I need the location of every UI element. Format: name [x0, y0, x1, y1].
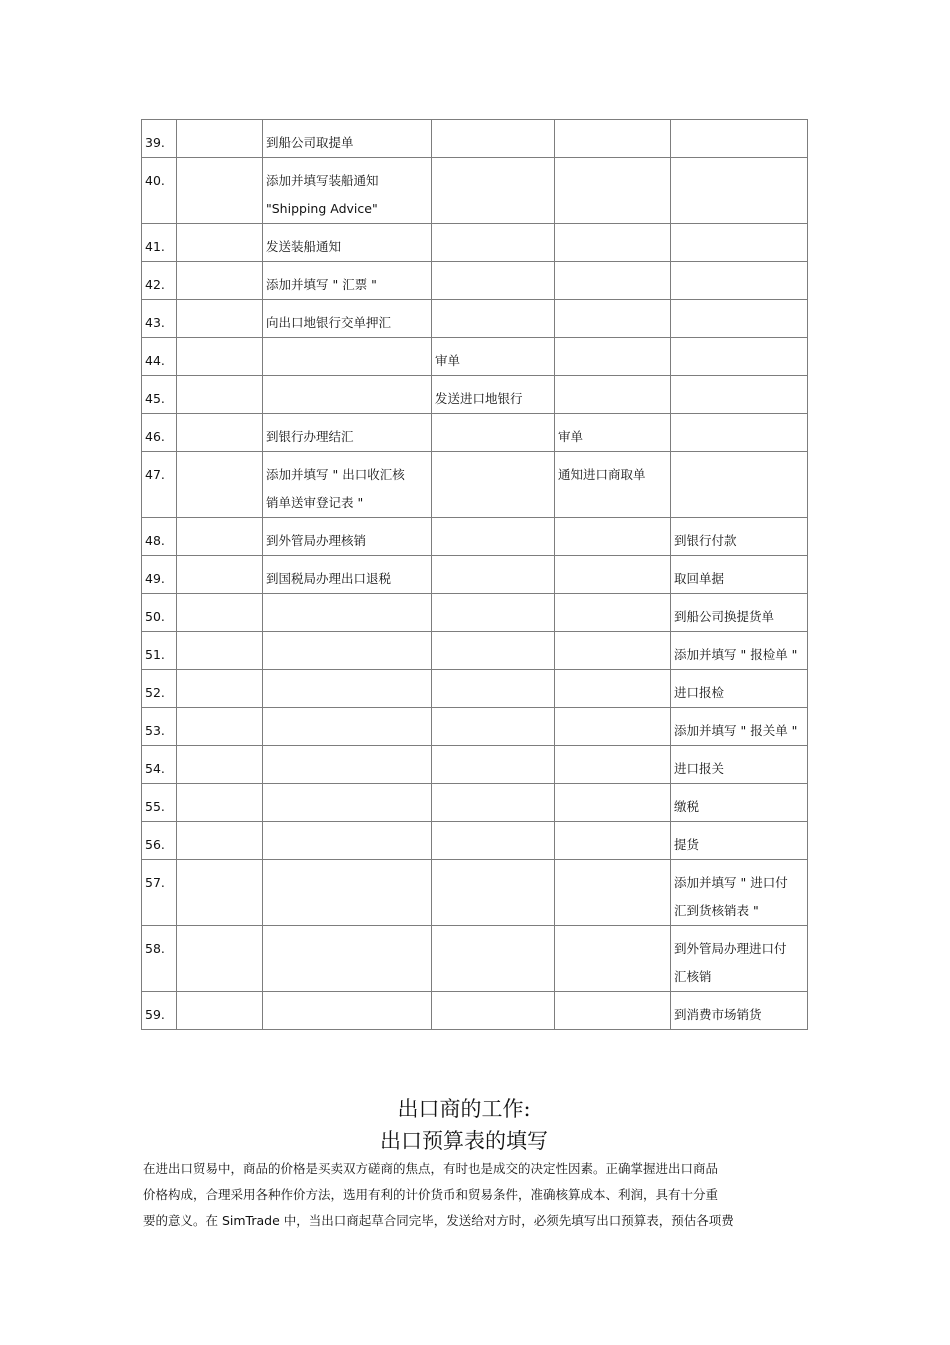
step-number-cell: 47. — [142, 452, 177, 518]
step-cell — [671, 262, 808, 300]
step-cell — [432, 746, 555, 784]
step-cell: 到国税局办理出口退税 — [263, 556, 432, 594]
step-cell: 添加并填写 " 报检单 " — [671, 632, 808, 670]
step-cell — [432, 860, 555, 926]
step-cell — [177, 670, 263, 708]
table-row — [142, 338, 808, 376]
step-number-cell: 41. — [142, 224, 177, 262]
step-number-cell: 48. — [142, 518, 177, 556]
table-row — [142, 926, 808, 992]
table-row — [142, 708, 808, 746]
step-cell: 发送进口地银行 — [432, 376, 555, 414]
step-cell — [263, 708, 432, 746]
step-cell — [555, 784, 671, 822]
table-row — [142, 822, 808, 860]
step-cell — [263, 338, 432, 376]
step-cell: 到外管局办理核销 — [263, 518, 432, 556]
step-cell — [177, 822, 263, 860]
step-number-cell: 49. — [142, 556, 177, 594]
step-cell — [263, 670, 432, 708]
workflow-table — [141, 119, 808, 1030]
step-cell — [263, 784, 432, 822]
step-cell — [432, 594, 555, 632]
table-row — [142, 120, 808, 158]
step-cell — [177, 708, 263, 746]
step-cell — [671, 158, 808, 224]
step-cell — [671, 338, 808, 376]
step-cell — [263, 376, 432, 414]
step-cell: 到消费市场销货 — [671, 992, 808, 1030]
step-cell: 添加并填写 " 汇票 " — [263, 262, 432, 300]
step-cell — [555, 926, 671, 992]
step-cell: 进口报检 — [671, 670, 808, 708]
step-cell — [432, 224, 555, 262]
step-cell — [432, 158, 555, 224]
step-cell — [177, 632, 263, 670]
step-cell: 添加并填写 " 出口收汇核 销单送审登记表 " — [263, 452, 432, 518]
step-cell: 审单 — [555, 414, 671, 452]
section-title: 出口商的工作: — [397, 1097, 531, 1121]
step-cell — [432, 300, 555, 338]
step-cell — [177, 376, 263, 414]
table-row — [142, 860, 808, 926]
step-number-cell: 58. — [142, 926, 177, 992]
step-number-cell: 50. — [142, 594, 177, 632]
step-cell — [432, 822, 555, 860]
step-cell — [263, 822, 432, 860]
table-row — [142, 262, 808, 300]
step-cell — [671, 376, 808, 414]
step-cell: 添加并填写 " 进口付 汇到货核销表 " — [671, 860, 808, 926]
step-cell — [432, 120, 555, 158]
table-row — [142, 632, 808, 670]
step-number-cell: 54. — [142, 746, 177, 784]
step-number-cell: 42. — [142, 262, 177, 300]
step-cell — [432, 926, 555, 992]
step-cell: 添加并填写 " 报关单 " — [671, 708, 808, 746]
step-cell: 通知进口商取单 — [555, 452, 671, 518]
table-row — [142, 556, 808, 594]
step-number-cell: 44. — [142, 338, 177, 376]
step-cell — [555, 158, 671, 224]
step-cell — [555, 262, 671, 300]
step-cell — [177, 120, 263, 158]
step-cell — [263, 992, 432, 1030]
step-cell — [555, 224, 671, 262]
step-cell — [555, 992, 671, 1030]
step-number-cell: 53. — [142, 708, 177, 746]
step-cell — [177, 338, 263, 376]
table-row — [142, 670, 808, 708]
step-cell — [177, 262, 263, 300]
step-cell — [671, 300, 808, 338]
step-cell — [555, 300, 671, 338]
table-row — [142, 594, 808, 632]
step-cell — [671, 452, 808, 518]
step-cell — [555, 376, 671, 414]
step-cell: 缴税 — [671, 784, 808, 822]
step-cell — [177, 518, 263, 556]
step-cell: 到船公司换提货单 — [671, 594, 808, 632]
step-cell — [263, 926, 432, 992]
step-cell — [432, 518, 555, 556]
step-cell — [177, 992, 263, 1030]
step-number-cell: 52. — [142, 670, 177, 708]
step-cell — [432, 784, 555, 822]
step-cell — [671, 224, 808, 262]
step-cell — [177, 746, 263, 784]
step-cell: 到外管局办理进口付 汇核销 — [671, 926, 808, 992]
step-number-cell: 43. — [142, 300, 177, 338]
step-number-cell: 46. — [142, 414, 177, 452]
table-row — [142, 452, 808, 518]
table-row — [142, 784, 808, 822]
step-cell — [177, 860, 263, 926]
step-cell — [555, 556, 671, 594]
step-cell — [555, 120, 671, 158]
table-row — [142, 992, 808, 1030]
step-cell — [555, 860, 671, 926]
step-cell — [555, 708, 671, 746]
step-cell: 取回单据 — [671, 556, 808, 594]
step-cell — [177, 594, 263, 632]
step-number-cell: 59. — [142, 992, 177, 1030]
paragraph-line: 价格构成，合理采用各种作价方法，选用有利的计价货币和贸易条件，准确核算成本、利润，具有十分重 — [143, 1187, 719, 1202]
step-number-cell: 51. — [142, 632, 177, 670]
step-cell — [555, 594, 671, 632]
step-cell: 审单 — [432, 338, 555, 376]
step-cell — [671, 414, 808, 452]
body-paragraph — [143, 1156, 783, 1234]
table-row — [142, 376, 808, 414]
step-number-cell: 39. — [142, 120, 177, 158]
table-row — [142, 224, 808, 262]
step-cell — [432, 670, 555, 708]
step-cell: 提货 — [671, 822, 808, 860]
section-subtitle: 出口预算表的填写 — [380, 1129, 548, 1153]
step-cell — [432, 992, 555, 1030]
step-cell: 向出口地银行交单押汇 — [263, 300, 432, 338]
step-cell — [555, 338, 671, 376]
table-row — [142, 300, 808, 338]
step-cell — [555, 632, 671, 670]
step-cell — [177, 300, 263, 338]
table-row — [142, 414, 808, 452]
step-cell — [555, 746, 671, 784]
step-cell — [177, 556, 263, 594]
step-cell — [177, 158, 263, 224]
step-cell — [555, 822, 671, 860]
step-cell — [263, 860, 432, 926]
step-cell: 进口报关 — [671, 746, 808, 784]
step-cell — [263, 594, 432, 632]
step-cell: 到银行付款 — [671, 518, 808, 556]
step-cell — [263, 746, 432, 784]
step-cell: 到船公司取提单 — [263, 120, 432, 158]
table-row — [142, 518, 808, 556]
step-cell — [432, 632, 555, 670]
step-number-cell: 56. — [142, 822, 177, 860]
step-cell — [177, 926, 263, 992]
step-number-cell: 40. — [142, 158, 177, 224]
table-row — [142, 746, 808, 784]
step-cell — [432, 414, 555, 452]
step-number-cell: 45. — [142, 376, 177, 414]
step-cell — [432, 708, 555, 746]
step-cell: 到银行办理结汇 — [263, 414, 432, 452]
step-cell — [177, 452, 263, 518]
step-cell — [671, 120, 808, 158]
step-cell — [555, 670, 671, 708]
step-cell — [432, 452, 555, 518]
step-cell — [177, 414, 263, 452]
step-cell — [263, 632, 432, 670]
step-number-cell: 55. — [142, 784, 177, 822]
paragraph-line: 要的意义。在 SimTrade 中，当出口商起草合同完毕，发送给对方时，必须先填写出口预算表，预估各项费 — [143, 1213, 734, 1228]
step-cell — [177, 224, 263, 262]
step-cell: 发送装船通知 — [263, 224, 432, 262]
step-cell — [555, 518, 671, 556]
step-cell — [432, 556, 555, 594]
table-row — [142, 158, 808, 224]
paragraph-line: 在进出口贸易中，商品的价格是买卖双方磋商的焦点，有时也是成交的决定性因素。正确掌握进出口商品 — [143, 1161, 719, 1176]
step-cell: 添加并填写装船通知 "Shipping Advice" — [263, 158, 432, 224]
step-number-cell: 57. — [142, 860, 177, 926]
step-cell — [177, 784, 263, 822]
step-cell — [432, 262, 555, 300]
